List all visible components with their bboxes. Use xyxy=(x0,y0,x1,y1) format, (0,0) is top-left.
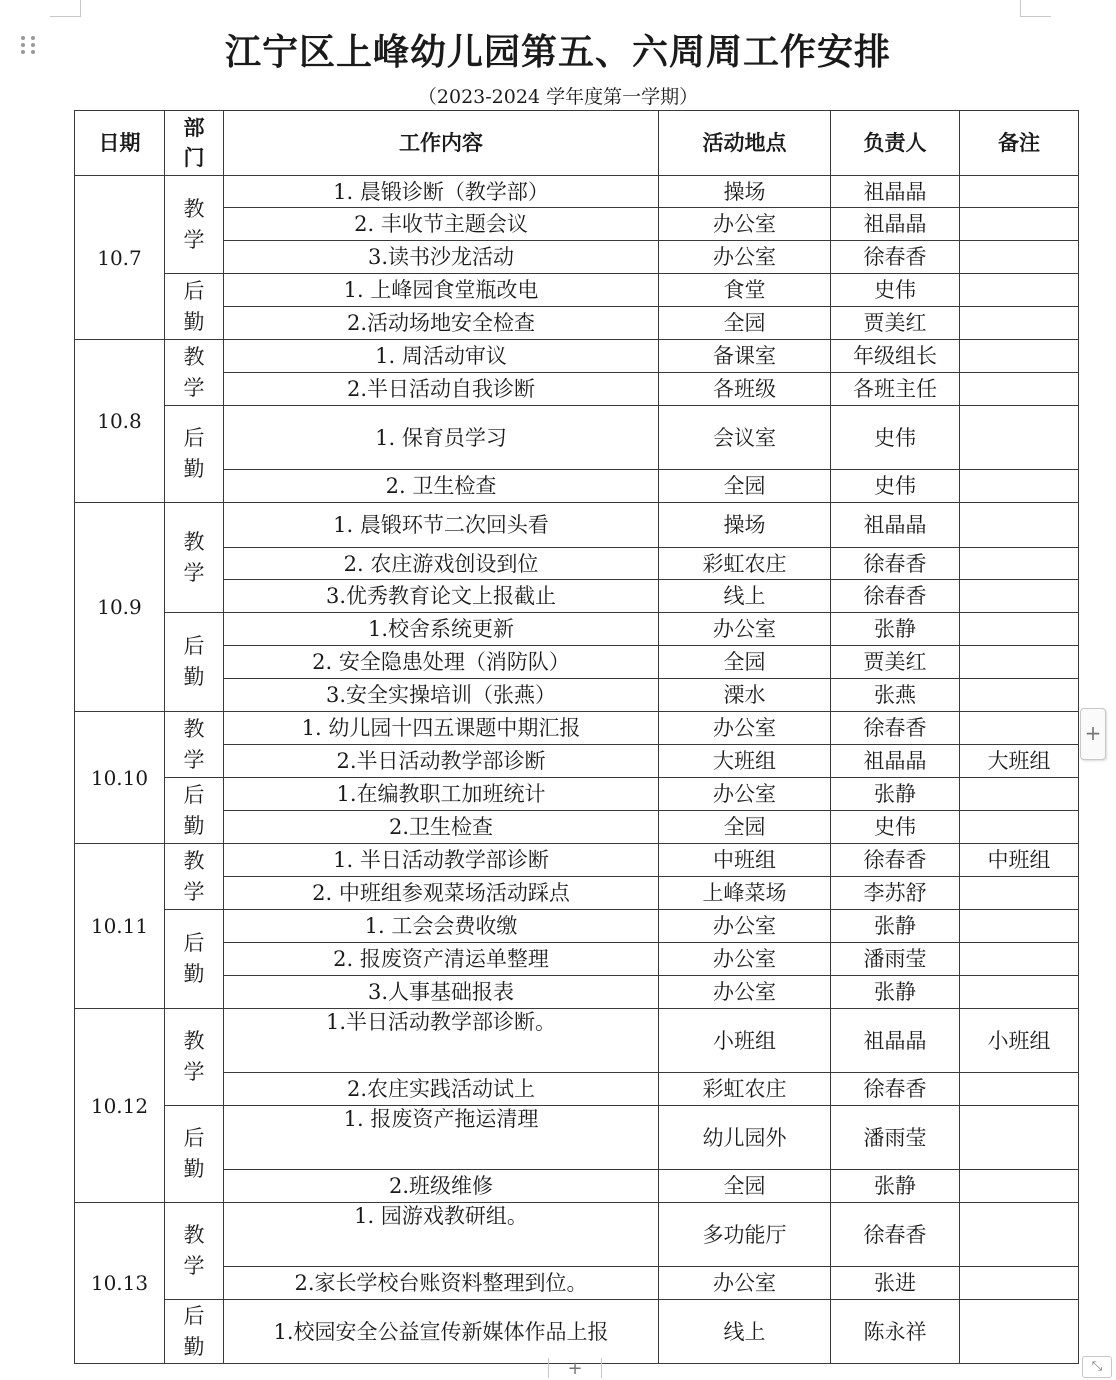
table-row xyxy=(75,943,1079,976)
date-cell: 10.7 xyxy=(75,176,165,340)
dept-cell xyxy=(165,613,224,712)
table-row xyxy=(75,877,1079,910)
dept-label: 后勤 xyxy=(183,1126,205,1181)
person-cell[interactable]: 贾美红 xyxy=(831,646,960,679)
table-row xyxy=(75,613,1079,646)
location-cell[interactable]: 线上 xyxy=(659,1300,831,1364)
note-cell[interactable] xyxy=(960,548,1079,580)
location-cell[interactable]: 全园 xyxy=(659,307,831,340)
location-cell[interactable]: 办公室 xyxy=(659,1267,831,1300)
header-dept: 部 门 xyxy=(165,111,224,176)
header-content: 工作内容 xyxy=(224,111,659,176)
table-row xyxy=(75,811,1079,844)
person-cell[interactable]: 祖晶晶 xyxy=(831,176,960,208)
content-cell[interactable]: 1. 晨锻环节二次回头看 xyxy=(224,503,659,548)
person-cell[interactable]: 张静 xyxy=(831,910,960,943)
table-row xyxy=(75,548,1079,580)
note-cell[interactable] xyxy=(960,340,1079,373)
content-cell[interactable]: 1. 周活动审议 xyxy=(224,340,659,373)
table-row xyxy=(75,1073,1079,1106)
dept-label: 后勤 xyxy=(183,782,205,838)
location-cell[interactable]: 操场 xyxy=(659,503,831,548)
content-cell[interactable]: 2. 卫生检查 xyxy=(224,470,659,503)
content-cell[interactable]: 2.活动场地安全检查 xyxy=(224,307,659,340)
table-row xyxy=(75,470,1079,503)
schedule-body xyxy=(75,176,1079,1364)
note-cell[interactable] xyxy=(960,712,1079,745)
date-cell: 10.11 xyxy=(75,844,165,1009)
person-cell[interactable]: 徐春香 xyxy=(831,1073,960,1106)
person-cell[interactable]: 徐春香 xyxy=(831,548,960,580)
person-cell[interactable]: 史伟 xyxy=(831,811,960,844)
dept-label: 教学 xyxy=(183,848,205,904)
table-row xyxy=(75,1009,1079,1073)
content-cell[interactable]: 2.农庄实践活动试上 xyxy=(224,1073,659,1106)
note-cell[interactable] xyxy=(960,877,1079,910)
note-cell[interactable] xyxy=(960,646,1079,679)
location-cell[interactable]: 办公室 xyxy=(659,943,831,976)
note-cell[interactable] xyxy=(960,910,1079,943)
dept-label: 教学 xyxy=(183,716,205,772)
content-cell[interactable]: 1.半日活动教学部诊断。 xyxy=(224,1009,659,1073)
dept-cell xyxy=(165,1106,224,1203)
person-cell[interactable]: 史伟 xyxy=(831,470,960,503)
note-cell[interactable] xyxy=(960,373,1079,406)
location-cell[interactable]: 办公室 xyxy=(659,241,831,274)
content-cell[interactable]: 2. 安全隐患处理（消防队） xyxy=(224,646,659,679)
person-cell[interactable]: 徐春香 xyxy=(831,712,960,745)
header-date: 日期 xyxy=(75,111,165,176)
content-cell[interactable]: 2.半日活动自我诊断 xyxy=(224,373,659,406)
header-note: 备注 xyxy=(960,111,1079,176)
location-cell[interactable]: 各班级 xyxy=(659,373,831,406)
location-cell[interactable]: 备课室 xyxy=(659,340,831,373)
header-row xyxy=(75,111,1079,176)
dept-label: 后勤 xyxy=(183,1303,205,1359)
note-cell[interactable] xyxy=(960,1300,1079,1364)
location-cell[interactable]: 全园 xyxy=(659,811,831,844)
person-cell[interactable]: 贾美红 xyxy=(831,307,960,340)
note-cell[interactable] xyxy=(960,1267,1079,1300)
table-row xyxy=(75,844,1079,877)
page-corner-top-right xyxy=(1020,0,1051,17)
person-cell[interactable]: 张燕 xyxy=(831,679,960,712)
person-cell[interactable]: 祖晶晶 xyxy=(831,503,960,548)
note-cell[interactable] xyxy=(960,274,1079,307)
content-cell[interactable]: 3.安全实操培训（张燕） xyxy=(224,679,659,712)
note-cell[interactable] xyxy=(960,503,1079,548)
table-row xyxy=(75,1267,1079,1300)
content-cell[interactable]: 1. 保育员学习 xyxy=(224,406,659,470)
note-cell[interactable]: 小班组 xyxy=(960,1009,1079,1073)
person-cell[interactable]: 祖晶晶 xyxy=(831,1009,960,1073)
resize-handle-icon[interactable]: ⤡ xyxy=(1082,1356,1112,1378)
table-row xyxy=(75,1203,1079,1267)
note-cell[interactable] xyxy=(960,679,1079,712)
location-cell[interactable]: 中班组 xyxy=(659,844,831,877)
content-cell[interactable]: 1. 上峰园食堂瓶改电 xyxy=(224,274,659,307)
table-row xyxy=(75,176,1079,208)
content-cell[interactable]: 2.卫生检查 xyxy=(224,811,659,844)
location-cell[interactable]: 小班组 xyxy=(659,1009,831,1073)
location-cell[interactable]: 彩虹农庄 xyxy=(659,1073,831,1106)
person-cell[interactable]: 张静 xyxy=(831,1170,960,1203)
note-cell[interactable] xyxy=(960,307,1079,340)
content-cell[interactable]: 1.在编教职工加班统计 xyxy=(224,778,659,811)
note-cell[interactable]: 中班组 xyxy=(960,844,1079,877)
person-cell[interactable]: 史伟 xyxy=(831,406,960,470)
dept-cell xyxy=(165,406,224,503)
location-cell[interactable]: 大班组 xyxy=(659,745,831,778)
page-corner-top-left xyxy=(50,0,81,17)
location-cell[interactable]: 办公室 xyxy=(659,208,831,241)
person-cell[interactable]: 陈永祥 xyxy=(831,1300,960,1364)
location-cell[interactable]: 食堂 xyxy=(659,274,831,307)
table-row xyxy=(75,241,1079,274)
location-cell[interactable]: 全园 xyxy=(659,1170,831,1203)
note-cell[interactable] xyxy=(960,976,1079,1009)
content-cell[interactable]: 2. 农庄游戏创设到位 xyxy=(224,548,659,580)
content-cell[interactable]: 3.人事基础报表 xyxy=(224,976,659,1009)
content-cell[interactable]: 1. 园游戏教研组。 xyxy=(224,1203,659,1267)
person-cell[interactable]: 各班主任 xyxy=(831,373,960,406)
table-row xyxy=(75,712,1079,745)
dept-cell xyxy=(165,1009,224,1106)
note-cell[interactable] xyxy=(960,580,1079,613)
person-cell[interactable]: 张静 xyxy=(831,976,960,1009)
date-cell: 10.9 xyxy=(75,503,165,712)
note-cell[interactable] xyxy=(960,208,1079,241)
note-cell[interactable] xyxy=(960,1203,1079,1267)
content-cell[interactable]: 3.优秀教育论文上报截止 xyxy=(224,580,659,613)
table-row xyxy=(75,307,1079,340)
dept-cell xyxy=(165,1203,224,1300)
dept-cell xyxy=(165,1300,224,1364)
table-row xyxy=(75,373,1079,406)
document-title: 江宁区上峰幼儿园第五、六周周工作安排 xyxy=(224,32,891,73)
person-cell[interactable]: 徐春香 xyxy=(831,580,960,613)
add-row-plus-icon[interactable]: + xyxy=(548,1358,602,1378)
note-cell[interactable] xyxy=(960,1073,1079,1106)
note-cell[interactable] xyxy=(960,241,1079,274)
location-cell[interactable]: 线上 xyxy=(659,580,831,613)
dept-cell xyxy=(165,176,224,274)
content-cell[interactable]: 1.校舍系统更新 xyxy=(224,613,659,646)
dept-cell xyxy=(165,503,224,613)
location-cell[interactable]: 办公室 xyxy=(659,910,831,943)
note-cell[interactable] xyxy=(960,406,1079,470)
table-row xyxy=(75,910,1079,943)
content-cell[interactable]: 2.家长学校台账资料整理到位。 xyxy=(224,1267,659,1300)
note-cell[interactable] xyxy=(960,811,1079,844)
person-cell[interactable]: 张静 xyxy=(831,613,960,646)
dept-label: 后勤 xyxy=(183,426,205,481)
dept-label: 教学 xyxy=(183,344,205,400)
table-row xyxy=(75,679,1079,712)
location-cell[interactable]: 会议室 xyxy=(659,406,831,470)
table-row xyxy=(75,1170,1079,1203)
table-row xyxy=(75,274,1079,307)
dept-label: 教学 xyxy=(183,1223,205,1278)
note-cell[interactable]: 大班组 xyxy=(960,745,1079,778)
content-cell[interactable]: 2. 报废资产清运单整理 xyxy=(224,943,659,976)
dept-label: 后勤 xyxy=(183,278,205,334)
dept-label: 后勤 xyxy=(183,931,205,986)
table-row xyxy=(75,976,1079,1009)
location-cell[interactable]: 办公室 xyxy=(659,712,831,745)
table-row xyxy=(75,208,1079,241)
content-cell[interactable]: 2.班级维修 xyxy=(224,1170,659,1203)
schedule-table xyxy=(74,110,1079,1364)
content-cell[interactable]: 1. 幼儿园十四五课题中期汇报 xyxy=(224,712,659,745)
location-cell[interactable]: 幼儿园外 xyxy=(659,1106,831,1170)
date-cell: 10.13 xyxy=(75,1203,165,1364)
note-cell[interactable] xyxy=(960,1106,1079,1170)
table-row xyxy=(75,646,1079,679)
location-cell[interactable]: 溧水 xyxy=(659,679,831,712)
note-cell[interactable] xyxy=(960,176,1079,208)
add-column-plus-icon[interactable]: + xyxy=(1080,708,1106,760)
dept-label: 教学 xyxy=(183,1029,205,1084)
content-cell[interactable]: 2. 丰收节主题会议 xyxy=(224,208,659,241)
dept-label: 教学 xyxy=(183,196,205,252)
dept-label: 后勤 xyxy=(183,634,205,689)
date-cell: 10.10 xyxy=(75,712,165,844)
content-cell[interactable]: 1. 报废资产拖运清理 xyxy=(224,1106,659,1170)
table-row xyxy=(75,1106,1079,1170)
content-cell[interactable]: 1. 半日活动教学部诊断 xyxy=(224,844,659,877)
person-cell[interactable]: 张静 xyxy=(831,778,960,811)
person-cell[interactable]: 徐春香 xyxy=(831,241,960,274)
note-cell[interactable] xyxy=(960,943,1079,976)
location-cell[interactable]: 办公室 xyxy=(659,976,831,1009)
location-cell[interactable]: 全园 xyxy=(659,646,831,679)
date-cell: 10.8 xyxy=(75,340,165,503)
person-cell[interactable]: 祖晶晶 xyxy=(831,208,960,241)
document-subtitle: （2023-2024 学年度第一学期） xyxy=(417,86,699,108)
person-cell[interactable]: 张进 xyxy=(831,1267,960,1300)
person-cell[interactable]: 潘雨莹 xyxy=(831,943,960,976)
dept-cell xyxy=(165,274,224,340)
header-person: 负责人 xyxy=(831,111,960,176)
location-cell[interactable]: 办公室 xyxy=(659,778,831,811)
location-cell[interactable]: 办公室 xyxy=(659,613,831,646)
table-row xyxy=(75,778,1079,811)
person-cell[interactable]: 徐春香 xyxy=(831,1203,960,1267)
dept-cell xyxy=(165,844,224,910)
location-cell[interactable]: 彩虹农庄 xyxy=(659,548,831,580)
content-cell[interactable]: 1. 晨锻诊断（教学部） xyxy=(224,176,659,208)
person-cell[interactable]: 徐春香 xyxy=(831,844,960,877)
date-cell: 10.12 xyxy=(75,1009,165,1203)
content-cell[interactable]: 1. 工会会费收缴 xyxy=(224,910,659,943)
table-row xyxy=(75,745,1079,778)
person-cell[interactable]: 年级组长 xyxy=(831,340,960,373)
person-cell[interactable]: 史伟 xyxy=(831,274,960,307)
location-cell[interactable]: 上峰菜场 xyxy=(659,877,831,910)
location-cell[interactable]: 操场 xyxy=(659,176,831,208)
header-location: 活动地点 xyxy=(659,111,831,176)
content-cell[interactable]: 2.半日活动教学部诊断 xyxy=(224,745,659,778)
dept-label: 教学 xyxy=(183,529,205,585)
content-cell[interactable]: 1.校园安全公益宣传新媒体作品上报 xyxy=(224,1300,659,1364)
dept-cell xyxy=(165,340,224,406)
table-row xyxy=(75,406,1079,470)
content-cell[interactable]: 2. 中班组参观菜场活动踩点 xyxy=(224,877,659,910)
note-cell[interactable] xyxy=(960,613,1079,646)
location-cell[interactable]: 多功能厅 xyxy=(659,1203,831,1267)
dept-cell xyxy=(165,778,224,844)
table-row xyxy=(75,340,1079,373)
table-row xyxy=(75,1300,1079,1364)
dept-cell xyxy=(165,910,224,1009)
location-cell[interactable]: 全园 xyxy=(659,470,831,503)
table-row xyxy=(75,503,1079,548)
note-cell[interactable] xyxy=(960,470,1079,503)
person-cell[interactable]: 祖晶晶 xyxy=(831,745,960,778)
person-cell[interactable]: 潘雨莹 xyxy=(831,1106,960,1170)
table-row xyxy=(75,580,1079,613)
note-cell[interactable] xyxy=(960,778,1079,811)
note-cell[interactable] xyxy=(960,1170,1079,1203)
person-cell[interactable]: 李苏舒 xyxy=(831,877,960,910)
dept-cell xyxy=(165,712,224,778)
content-cell[interactable]: 3.读书沙龙活动 xyxy=(224,241,659,274)
